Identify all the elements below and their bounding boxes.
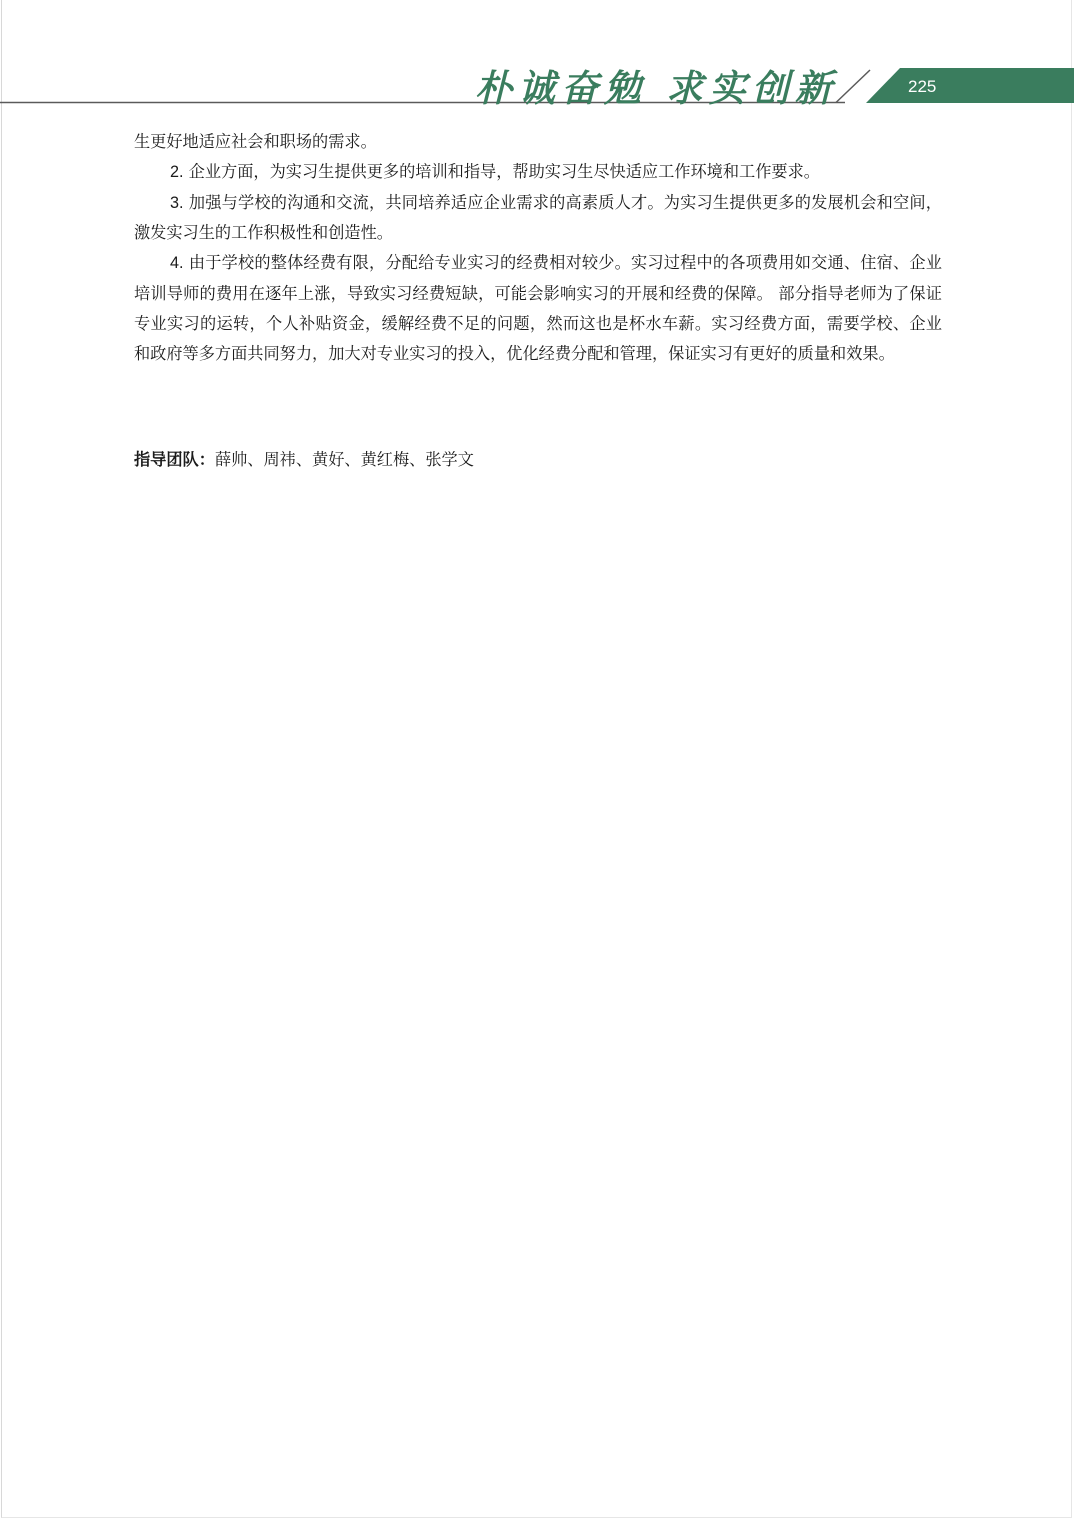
paragraph-text: 生更好地适应社会和职场的需求。 [134,132,377,151]
advisor-team-label: 指导团队： [134,450,215,469]
item-number: 3. [170,193,184,212]
advisor-team-members: 薛帅、周祎、黄好、黄红梅、张学文 [214,450,474,469]
item-number: 2. [170,162,184,181]
paragraph-item-3 [134,188,942,249]
paragraph-item-4 [134,248,942,368]
paragraph-text: 加强与学校的沟通和交流，共同培养适应企业需求的高素质人才。为实习生提供更多的发展机会和空间，激发实习生的工作积极性和创造性。 [134,192,942,243]
body-text [134,127,942,368]
page-number-tab [866,68,1074,103]
paragraph-text: 企业方面，为实习生提供更多的培训和指导，帮助实习生尽快适应工作环境和工作要求。 [183,161,820,181]
paragraph-continuation [134,127,942,157]
paragraph-text: 由于学校的整体经费有限，分配给专业实习的经费相对较少。实习过程中的各项费用如交通、住宿、企业培训导师的费用在逐年上涨，导致实习经费短缺，可能会影响实习的开展和经费的保障。 部分指导老师为了保证专业实习的运转，个人补贴资金，缓解经费不足的问题，然而这也是杯水车薪。实习经费方面，需要学校、企业和政府等多方面共同努力，加大对专业实习的投入，优化经费分配和管理，保证实习有更好的质量和效果。 [134,253,942,363]
header-slash [836,70,870,103]
paragraph-item-2 [134,157,942,188]
page-number: 225 [908,77,937,96]
item-number: 4. [170,254,184,273]
header-motto: 朴诚奋勉 求实创新 [475,66,838,110]
advisor-team [134,445,474,474]
